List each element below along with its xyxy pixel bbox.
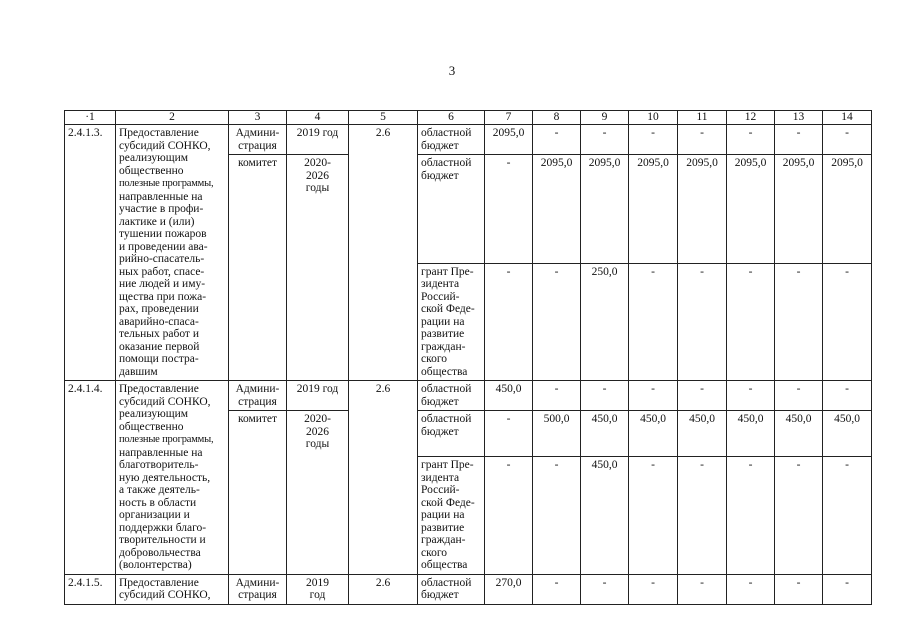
amount-cell: - (533, 125, 581, 155)
executor: комитет (229, 411, 287, 575)
amount-cell: 2095,0 (678, 155, 727, 264)
program-table (64, 110, 872, 605)
amount-cell: - (775, 457, 823, 575)
amount-cell: - (823, 574, 872, 604)
funding-source: областной бюджет (418, 125, 485, 155)
amount-cell: - (727, 263, 775, 381)
amount-cell: 270,0 (485, 574, 533, 604)
header-row (65, 111, 872, 125)
amount-cell: - (727, 125, 775, 155)
activity-name: Предоставление субсидий СОНКО, (116, 574, 229, 604)
amount-cell: 450,0 (775, 411, 823, 457)
year: 2019 год (287, 381, 349, 411)
amount-cell: - (678, 263, 727, 381)
amount-cell: - (775, 574, 823, 604)
amount-cell: - (629, 457, 678, 575)
amount-cell: - (775, 125, 823, 155)
indicator: 2.6 (349, 574, 418, 604)
amount-cell: - (823, 125, 872, 155)
header-cell: ·1 (65, 111, 116, 125)
amount-cell: - (485, 263, 533, 381)
table-row (65, 125, 872, 155)
amount-cell: - (533, 263, 581, 381)
amount-cell: 450,0 (823, 411, 872, 457)
funding-source: грант Пре- зидента Россий- ской Феде- рации на развитие граждан- ского общества (418, 263, 485, 381)
amount-cell: 450,0 (581, 457, 629, 575)
header-cell: 13 (775, 111, 823, 125)
amount-cell: 450,0 (629, 411, 678, 457)
table-row (65, 574, 872, 604)
header-cell: 6 (418, 111, 485, 125)
executor: Админи- страция (229, 381, 287, 411)
amount-cell: - (629, 125, 678, 155)
amount-cell: - (727, 574, 775, 604)
amount-cell: 450,0 (727, 411, 775, 457)
amount-cell: 2095,0 (581, 155, 629, 264)
funding-source: областной бюджет (418, 574, 485, 604)
amount-cell: - (678, 125, 727, 155)
amount-cell: 450,0 (485, 381, 533, 411)
amount-cell: 450,0 (581, 411, 629, 457)
activity-code: 2.4.1.3. (65, 125, 116, 381)
year: 2019 год (287, 125, 349, 155)
header-cell: 7 (485, 111, 533, 125)
header-cell: 9 (581, 111, 629, 125)
header-cell: 2 (116, 111, 229, 125)
amount-cell: - (678, 457, 727, 575)
amount-cell: - (775, 381, 823, 411)
amount-cell: - (727, 457, 775, 575)
table-row (65, 381, 872, 411)
amount-cell: - (823, 457, 872, 575)
funding-source: областной бюджет (418, 155, 485, 264)
amount-cell: - (533, 381, 581, 411)
amount-cell: 2095,0 (775, 155, 823, 264)
header-cell: 4 (287, 111, 349, 125)
header-cell: 12 (727, 111, 775, 125)
header-cell: 14 (823, 111, 872, 125)
amount-cell: - (485, 457, 533, 575)
amount-cell: 450,0 (678, 411, 727, 457)
amount-cell: 2095,0 (823, 155, 872, 264)
amount-cell: - (533, 457, 581, 575)
executor: Админи- страция (229, 125, 287, 155)
activity-name: Предоставление субсидий СОНКО, реализующим общественно полезные программы, направленные на благотворитель- ную деятельность, а также деятель- ность в области организации и поддержки благо- творительности и добровольчества (волонтерства) (116, 381, 229, 575)
header-cell: 8 (533, 111, 581, 125)
amount-cell: 2095,0 (629, 155, 678, 264)
amount-cell: 2095,0 (533, 155, 581, 264)
amount-cell: - (775, 263, 823, 381)
header-cell: 5 (349, 111, 418, 125)
funding-source: областной бюджет (418, 381, 485, 411)
amount-cell: - (629, 574, 678, 604)
amount-cell: - (581, 125, 629, 155)
executor: комитет (229, 155, 287, 381)
amount-cell: - (823, 263, 872, 381)
header-cell: 3 (229, 111, 287, 125)
amount-cell: - (485, 411, 533, 457)
executor: Админи- страция (229, 574, 287, 604)
amount-cell: - (485, 155, 533, 264)
indicator: 2.6 (349, 381, 418, 575)
amount-cell: - (581, 381, 629, 411)
amount-cell: - (629, 263, 678, 381)
header-cell: 10 (629, 111, 678, 125)
amount-cell: 250,0 (581, 263, 629, 381)
activity-code: 2.4.1.5. (65, 574, 116, 604)
year: 2020- 2026 годы (287, 411, 349, 575)
year: 2019 год (287, 574, 349, 604)
indicator: 2.6 (349, 125, 418, 381)
amount-cell: 2095,0 (727, 155, 775, 264)
activity-name: Предоставление субсидий СОНКО, реализующим общественно полезные программы, направленные на участие в профи- лактике и (или) тушении пожаров и проведении ава- рийно-спасатель- ных работ, спасе- ние людей и иму- щества при пожа- рах, проведении аварийно-спаса- тельных работ и оказание первой помощи постра- давшим (116, 125, 229, 381)
funding-source: грант Пре- зидента Россий- ской Феде- рации на развитие граждан- ского общества (418, 457, 485, 575)
funding-source: областной бюджет (418, 411, 485, 457)
amount-cell: - (629, 381, 678, 411)
amount-cell: - (678, 381, 727, 411)
amount-cell: - (533, 574, 581, 604)
amount-cell: - (581, 574, 629, 604)
amount-cell: 2095,0 (485, 125, 533, 155)
amount-cell: - (823, 381, 872, 411)
amount-cell: - (678, 574, 727, 604)
amount-cell: 500,0 (533, 411, 581, 457)
amount-cell: - (727, 381, 775, 411)
header-cell: 11 (678, 111, 727, 125)
year: 2020- 2026 годы (287, 155, 349, 381)
activity-code: 2.4.1.4. (65, 381, 116, 575)
page-number: 3 (448, 63, 456, 78)
